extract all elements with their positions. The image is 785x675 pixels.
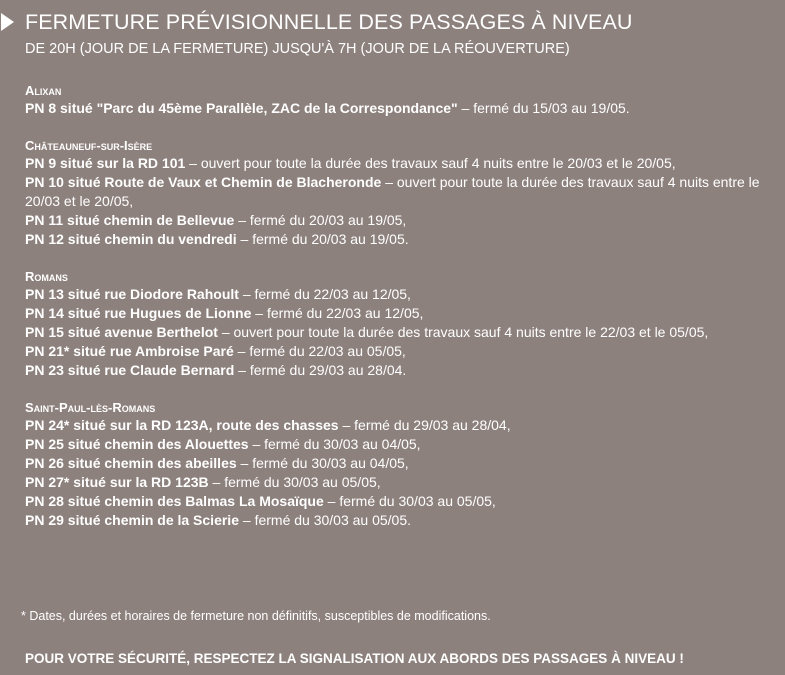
section-romans: [25, 268, 765, 380]
crossing-status: – fermé du 15/03 au 19/05.: [457, 100, 630, 116]
crossing-entry: [25, 492, 765, 511]
crossing-entry: [25, 99, 765, 118]
crossing-status: – fermé du 30/03 au 04/05,: [248, 436, 421, 452]
safety-warning: POUR VOTRE SÉCURITÉ, RESPECTEZ LA SIGNALISATION AUX ABORDS DES PASSAGES À NIVEAU !: [25, 651, 684, 666]
crossing-location: PN 26 situé chemin des abeilles: [25, 455, 237, 471]
crossing-entry: [25, 342, 765, 361]
commune-heading: Romans: [25, 269, 68, 284]
crossing-entry: [25, 361, 765, 380]
crossing-status: – fermé du 22/03 au 12/05,: [251, 305, 424, 321]
crossing-location: PN 27* situé sur la RD 123B: [25, 474, 209, 490]
crossing-entry: [25, 230, 765, 249]
crossing-location: PN 8 situé "Parc du 45ème Parallèle, ZAC de la Correspondance": [25, 100, 458, 116]
crossing-location: PN 28 situé chemin des Balmas La Mosaïque: [25, 493, 324, 509]
crossing-status: – ouvert pour toute la durée des travaux sauf 4 nuits entre le 20/03 et le 20/05,: [25, 174, 760, 209]
crossing-location: PN 11 situé chemin de Bellevue: [25, 212, 235, 228]
crossing-location: PN 15 situé avenue Berthelot: [25, 324, 218, 340]
crossing-status: – fermé du 20/03 au 19/05.: [236, 231, 409, 247]
crossing-location: PN 10 situé Route de Vaux et Chemin de Blacheronde: [25, 174, 382, 190]
crossing-location: PN 13 situé rue Diodore Rahoult: [25, 286, 239, 302]
crossing-entry: [25, 211, 765, 230]
commune-heading: Châteauneuf-sur-Isère: [25, 138, 153, 153]
triangle-bullet-icon: [1, 13, 14, 31]
crossing-entry: [25, 323, 765, 342]
crossing-location: PN 24* situé sur la RD 123A, route des chasses: [25, 417, 339, 433]
commune-heading: Alixan: [25, 83, 62, 98]
commune-heading: Saint-Paul-lès-Romans: [25, 400, 156, 415]
crossing-entry: [25, 416, 765, 435]
crossing-location: PN 12 situé chemin du vendredi: [25, 231, 237, 247]
section-chateauneuf: [25, 137, 765, 249]
crossing-status: – fermé du 22/03 au 12/05,: [238, 286, 411, 302]
commune-list: [25, 82, 765, 549]
crossing-location: PN 14 situé rue Hugues de Lionne: [25, 305, 252, 321]
crossing-location: PN 21* situé rue Ambroise Paré: [25, 343, 234, 359]
notice-subtitle: DE 20H (JOUR DE LA FERMETURE) JUSQU'À 7H (JOUR DE LA RÉOUVERTURE): [25, 41, 570, 57]
crossing-location: PN 23 situé rue Claude Bernard: [25, 362, 235, 378]
crossing-entry: [25, 511, 765, 530]
crossing-status: – fermé du 22/03 au 05/05,: [233, 343, 406, 359]
crossing-entry: [25, 435, 765, 454]
crossing-entry: [25, 454, 765, 473]
crossing-status: – fermé du 30/03 au 04/05,: [236, 455, 409, 471]
section-saint-paul: [25, 399, 765, 530]
notice-title: FERMETURE PRÉVISIONNELLE DES PASSAGES À NIVEAU: [25, 10, 633, 34]
crossing-location: PN 9 situé sur la RD 101: [25, 155, 186, 171]
section-alixan: [25, 82, 765, 118]
crossing-entry: [25, 473, 765, 492]
crossing-status: – fermé du 30/03 au 05/05,: [208, 474, 381, 490]
crossing-status: – fermé du 30/03 au 05/05.: [239, 512, 412, 528]
crossing-status: – fermé du 30/03 au 05/05,: [323, 493, 496, 509]
crossing-location: PN 29 situé chemin de la Scierie: [25, 512, 239, 528]
crossing-entry: [25, 154, 765, 173]
crossing-status: – fermé du 29/03 au 28/04.: [234, 362, 407, 378]
crossing-entry: [25, 304, 765, 323]
crossing-entry: [25, 285, 765, 304]
crossing-status: – ouvert pour toute la durée des travaux sauf 4 nuits entre le 22/03 et le 05/05,: [217, 324, 709, 340]
crossing-location: PN 25 situé chemin des Alouettes: [25, 436, 249, 452]
crossing-entry: [25, 173, 765, 211]
crossing-status: – ouvert pour toute la durée des travaux sauf 4 nuits entre le 20/03 et le 20/05,: [185, 155, 676, 171]
footnote-disclaimer: * Dates, durées et horaires de fermeture non définitifs, susceptibles de modifications.: [21, 609, 491, 623]
crossing-status: – fermé du 20/03 au 19/05,: [234, 212, 407, 228]
crossing-status: – fermé du 29/03 au 28/04,: [338, 417, 511, 433]
